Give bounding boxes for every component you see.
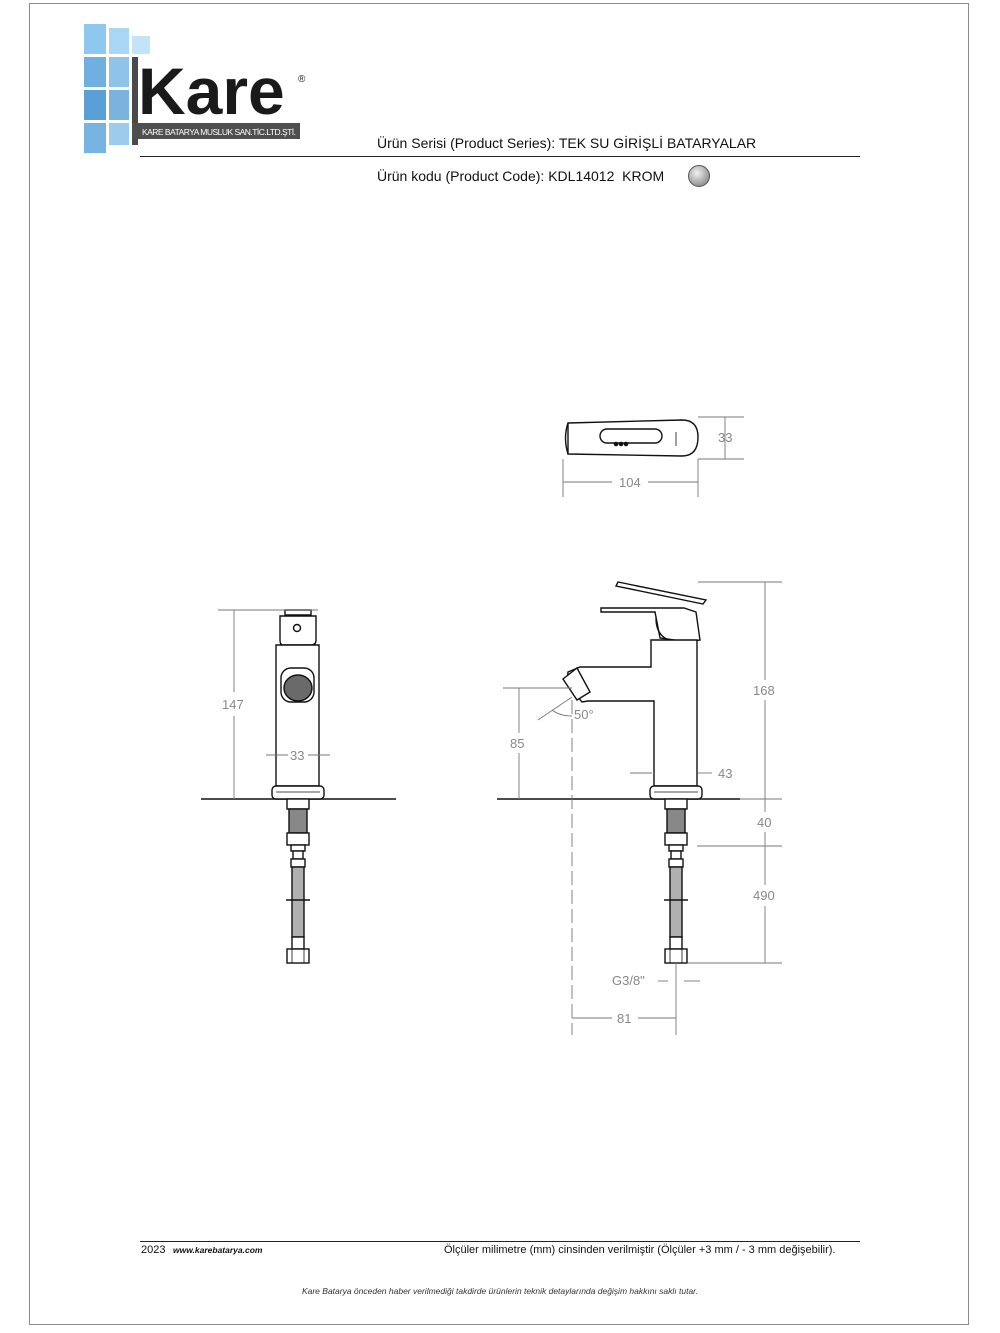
- footer-year: 2023: [141, 1244, 166, 1256]
- dim-base-diameter: 43: [718, 766, 733, 781]
- dim-total-height: 168: [753, 683, 775, 698]
- front-view: [201, 610, 396, 963]
- brand-tagline: KARE BATARYA MUSLUK SAN.TİC.LTD.ŞTİ.: [142, 127, 296, 137]
- dim-front-body-width: 33: [290, 748, 305, 763]
- dim-front-height: 147: [222, 697, 244, 712]
- finish-value: KROM: [622, 168, 665, 184]
- top-view: [566, 420, 699, 456]
- series-label: Ürün Serisi (Product Series):: [377, 135, 556, 151]
- brand-name: Kare: [138, 54, 285, 128]
- dim-projection: 81: [617, 1011, 632, 1026]
- dim-top-width: 104: [619, 475, 641, 490]
- series-value: TEK SU GİRİŞLİ BATARYALAR: [558, 135, 757, 151]
- footer-disclaimer: Kare Batarya önceden haber verilmediği takdirde ürünlerin teknik detaylarında değişim hakkını saklı tutar.: [301, 1286, 699, 1296]
- dim-spout-angle: 50°: [574, 707, 594, 722]
- dim-top-depth: 33: [718, 430, 733, 445]
- side-view: [497, 582, 740, 963]
- registered-mark: ®: [298, 74, 306, 85]
- footer-website[interactable]: www.karebatarya.com: [173, 1245, 263, 1255]
- code-label: Ürün kodu (Product Code):: [377, 168, 545, 184]
- footer-rule: [140, 1241, 860, 1242]
- dim-spout-height: 85: [510, 736, 525, 751]
- dim-hose-length: 490: [753, 888, 775, 903]
- footer-tolerance-note: Ölçüler milimetre (mm) cinsinden verilmiştir (Ölçüler +3 mm / - 3 mm değişebilir).: [444, 1244, 836, 1256]
- dim-thread: G3/8": [612, 973, 645, 988]
- dim-shank-length: 40: [757, 815, 772, 830]
- code-value: KDL14012: [548, 168, 615, 184]
